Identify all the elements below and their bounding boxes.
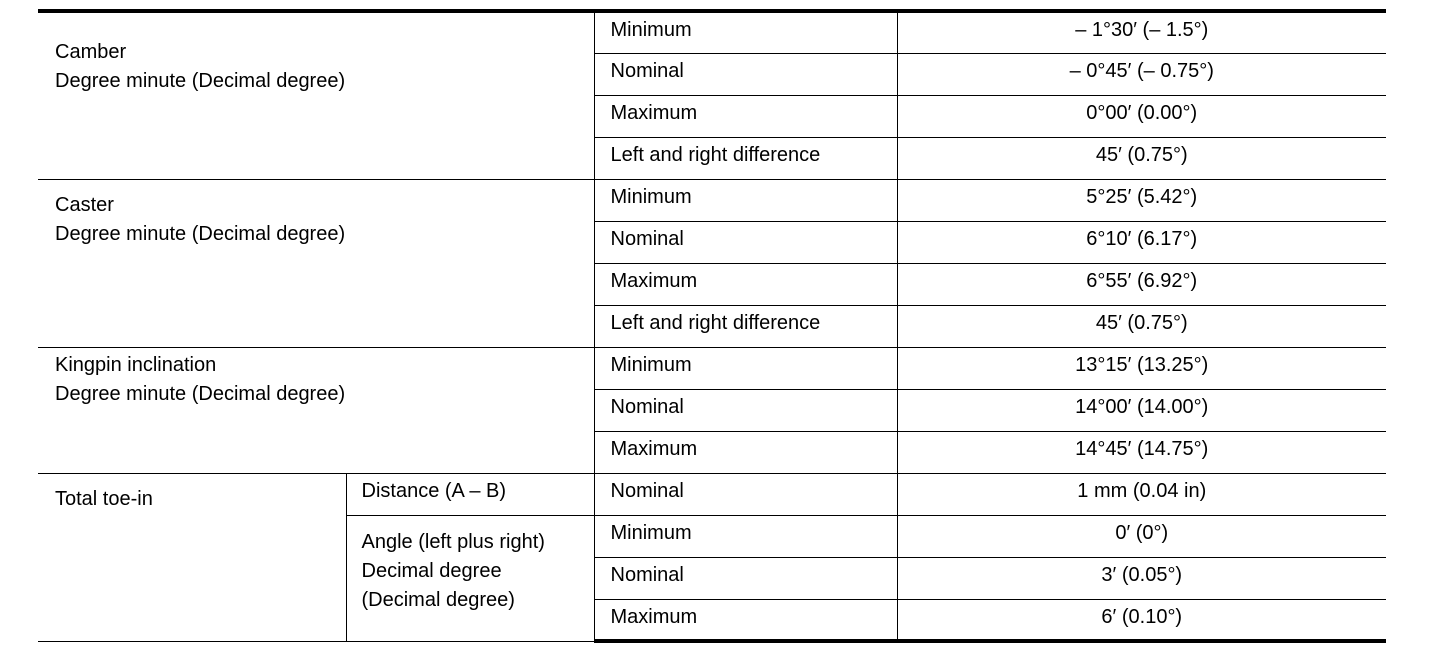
table-row	[38, 473, 1386, 515]
condition-label: Left and right difference	[594, 305, 897, 347]
toe-angle-line2: Decimal degree	[361, 559, 502, 582]
kingpin-parameter	[38, 347, 594, 473]
table-row	[38, 347, 1386, 389]
spec-value: 5°25′ (5.42°)	[897, 179, 1386, 221]
toe-angle-line3: (Decimal degree)	[361, 588, 515, 611]
spec-value: 45′ (0.75°)	[897, 305, 1386, 347]
condition-label: Minimum	[594, 179, 897, 221]
table-row	[38, 179, 1386, 221]
table-row	[38, 11, 1386, 53]
condition-label: Maximum	[594, 95, 897, 137]
spec-value: 1 mm (0.04 in)	[897, 473, 1386, 515]
spec-value: 14°45′ (14.75°)	[897, 431, 1386, 473]
condition-label: Maximum	[594, 263, 897, 305]
toe-angle-line1: Angle (left plus right)	[361, 530, 545, 553]
condition-label: Maximum	[594, 431, 897, 473]
spec-value: 14°00′ (14.00°)	[897, 389, 1386, 431]
condition-label: Nominal	[594, 53, 897, 95]
camber-parameter	[38, 11, 594, 179]
spec-value: – 1°30′ (– 1.5°)	[897, 11, 1386, 53]
toe-in-parameter: Total toe-in	[38, 473, 346, 641]
caster-unit: Degree minute (Decimal degree)	[55, 222, 346, 245]
condition-label: Minimum	[594, 347, 897, 389]
caster-title: Caster	[55, 193, 114, 216]
caster-parameter	[38, 179, 594, 347]
camber-title: Camber	[55, 41, 127, 63]
spec-value: 0°00′ (0.00°)	[897, 95, 1386, 137]
spec-value: – 0°45′ (– 0.75°)	[897, 53, 1386, 95]
wheel-alignment-table	[38, 9, 1386, 643]
spec-value: 6°10′ (6.17°)	[897, 221, 1386, 263]
condition-label: Nominal	[594, 221, 897, 263]
condition-label: Minimum	[594, 11, 897, 53]
spec-value: 6°55′ (6.92°)	[897, 263, 1386, 305]
kingpin-unit: Degree minute (Decimal degree)	[55, 382, 346, 405]
condition-label: Nominal	[594, 389, 897, 431]
toe-distance-label: Distance (A – B)	[346, 473, 594, 515]
condition-label: Nominal	[594, 557, 897, 599]
spec-value: 3′ (0.05°)	[897, 557, 1386, 599]
condition-label: Minimum	[594, 515, 897, 557]
spec-value: 45′ (0.75°)	[897, 137, 1386, 179]
spec-value: 6′ (0.10°)	[897, 599, 1386, 641]
toe-angle-label	[346, 515, 594, 641]
condition-label: Nominal	[594, 473, 897, 515]
condition-label: Left and right difference	[594, 137, 897, 179]
camber-unit: Degree minute (Decimal degree)	[55, 70, 346, 92]
spec-value: 0′ (0°)	[897, 515, 1386, 557]
spec-value: 13°15′ (13.25°)	[897, 347, 1386, 389]
condition-label: Maximum	[594, 599, 897, 641]
kingpin-title: Kingpin inclination	[55, 353, 217, 376]
